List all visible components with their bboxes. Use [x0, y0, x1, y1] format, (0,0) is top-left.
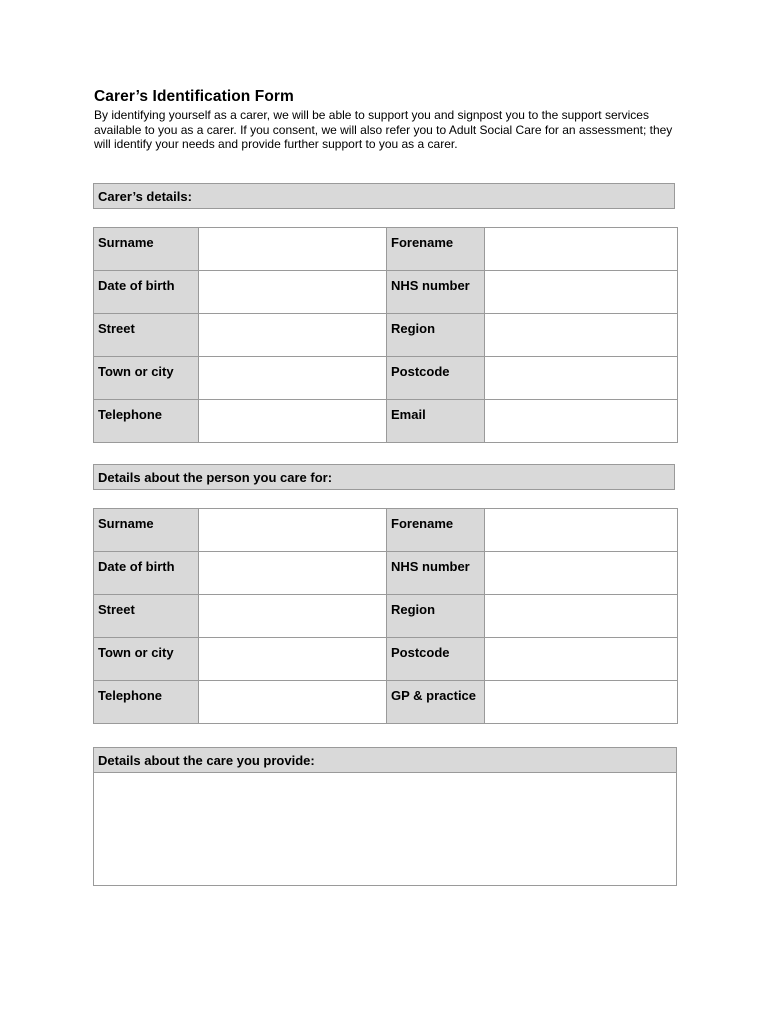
cared-for-telephone-label: Telephone	[94, 681, 199, 724]
carer-nhs-number-label: NHS number	[387, 271, 485, 314]
table-row	[94, 228, 678, 271]
form-title: Carer’s Identification Form	[94, 88, 294, 105]
carer-surname-field[interactable]	[199, 228, 387, 271]
table-row	[94, 314, 678, 357]
table-row	[94, 552, 678, 595]
carer-street-field[interactable]	[199, 314, 387, 357]
table-row	[94, 357, 678, 400]
carer-surname-label: Surname	[94, 228, 199, 271]
care-details-heading: Details about the care you provide:	[93, 747, 677, 773]
carer-telephone-label: Telephone	[94, 400, 199, 443]
table-row	[94, 638, 678, 681]
carer-email-label: Email	[387, 400, 485, 443]
carer-dob-field[interactable]	[199, 271, 387, 314]
cared-for-dob-label: Date of birth	[94, 552, 199, 595]
cared-for-town-field[interactable]	[199, 638, 387, 681]
carer-telephone-field[interactable]	[199, 400, 387, 443]
table-row	[94, 595, 678, 638]
carer-email-field[interactable]	[485, 400, 678, 443]
carer-details-table	[93, 227, 678, 443]
cared-for-forename-label: Forename	[387, 509, 485, 552]
carer-forename-label: Forename	[387, 228, 485, 271]
cared-for-town-label: Town or city	[94, 638, 199, 681]
cared-for-surname-field[interactable]	[199, 509, 387, 552]
cared-for-postcode-label: Postcode	[387, 638, 485, 681]
carer-nhs-number-field[interactable]	[485, 271, 678, 314]
cared-for-forename-field[interactable]	[485, 509, 678, 552]
carer-street-label: Street	[94, 314, 199, 357]
cared-for-region-label: Region	[387, 595, 485, 638]
cared-for-details-table	[93, 508, 678, 724]
cared-for-surname-label: Surname	[94, 509, 199, 552]
carer-town-label: Town or city	[94, 357, 199, 400]
carer-postcode-label: Postcode	[387, 357, 485, 400]
table-row	[94, 400, 678, 443]
cared-for-gp-practice-label: GP & practice	[387, 681, 485, 724]
cared-for-nhs-number-field[interactable]	[485, 552, 678, 595]
cared-for-region-field[interactable]	[485, 595, 678, 638]
cared-for-street-label: Street	[94, 595, 199, 638]
table-row	[94, 509, 678, 552]
carer-dob-label: Date of birth	[94, 271, 199, 314]
table-row	[94, 271, 678, 314]
carer-region-label: Region	[387, 314, 485, 357]
carer-details-heading: Carer’s details:	[93, 183, 675, 209]
cared-for-street-field[interactable]	[199, 595, 387, 638]
table-row	[94, 681, 678, 724]
cared-for-postcode-field[interactable]	[485, 638, 678, 681]
carer-postcode-field[interactable]	[485, 357, 678, 400]
cared-for-nhs-number-label: NHS number	[387, 552, 485, 595]
cared-for-telephone-field[interactable]	[199, 681, 387, 724]
care-details-textarea[interactable]	[93, 773, 677, 886]
cared-for-gp-practice-field[interactable]	[485, 681, 678, 724]
form-intro: By identifying yourself as a carer, we will be able to support you and signpost you to the support services available to you as a carer. If you consent, we will also refer you to Adult Social Care for an assessment; they will identify your needs and provide further support to you as a carer.	[94, 108, 673, 152]
cared-for-details-heading: Details about the person you care for:	[93, 464, 675, 490]
cared-for-dob-field[interactable]	[199, 552, 387, 595]
carer-town-field[interactable]	[199, 357, 387, 400]
carer-region-field[interactable]	[485, 314, 678, 357]
carer-forename-field[interactable]	[485, 228, 678, 271]
